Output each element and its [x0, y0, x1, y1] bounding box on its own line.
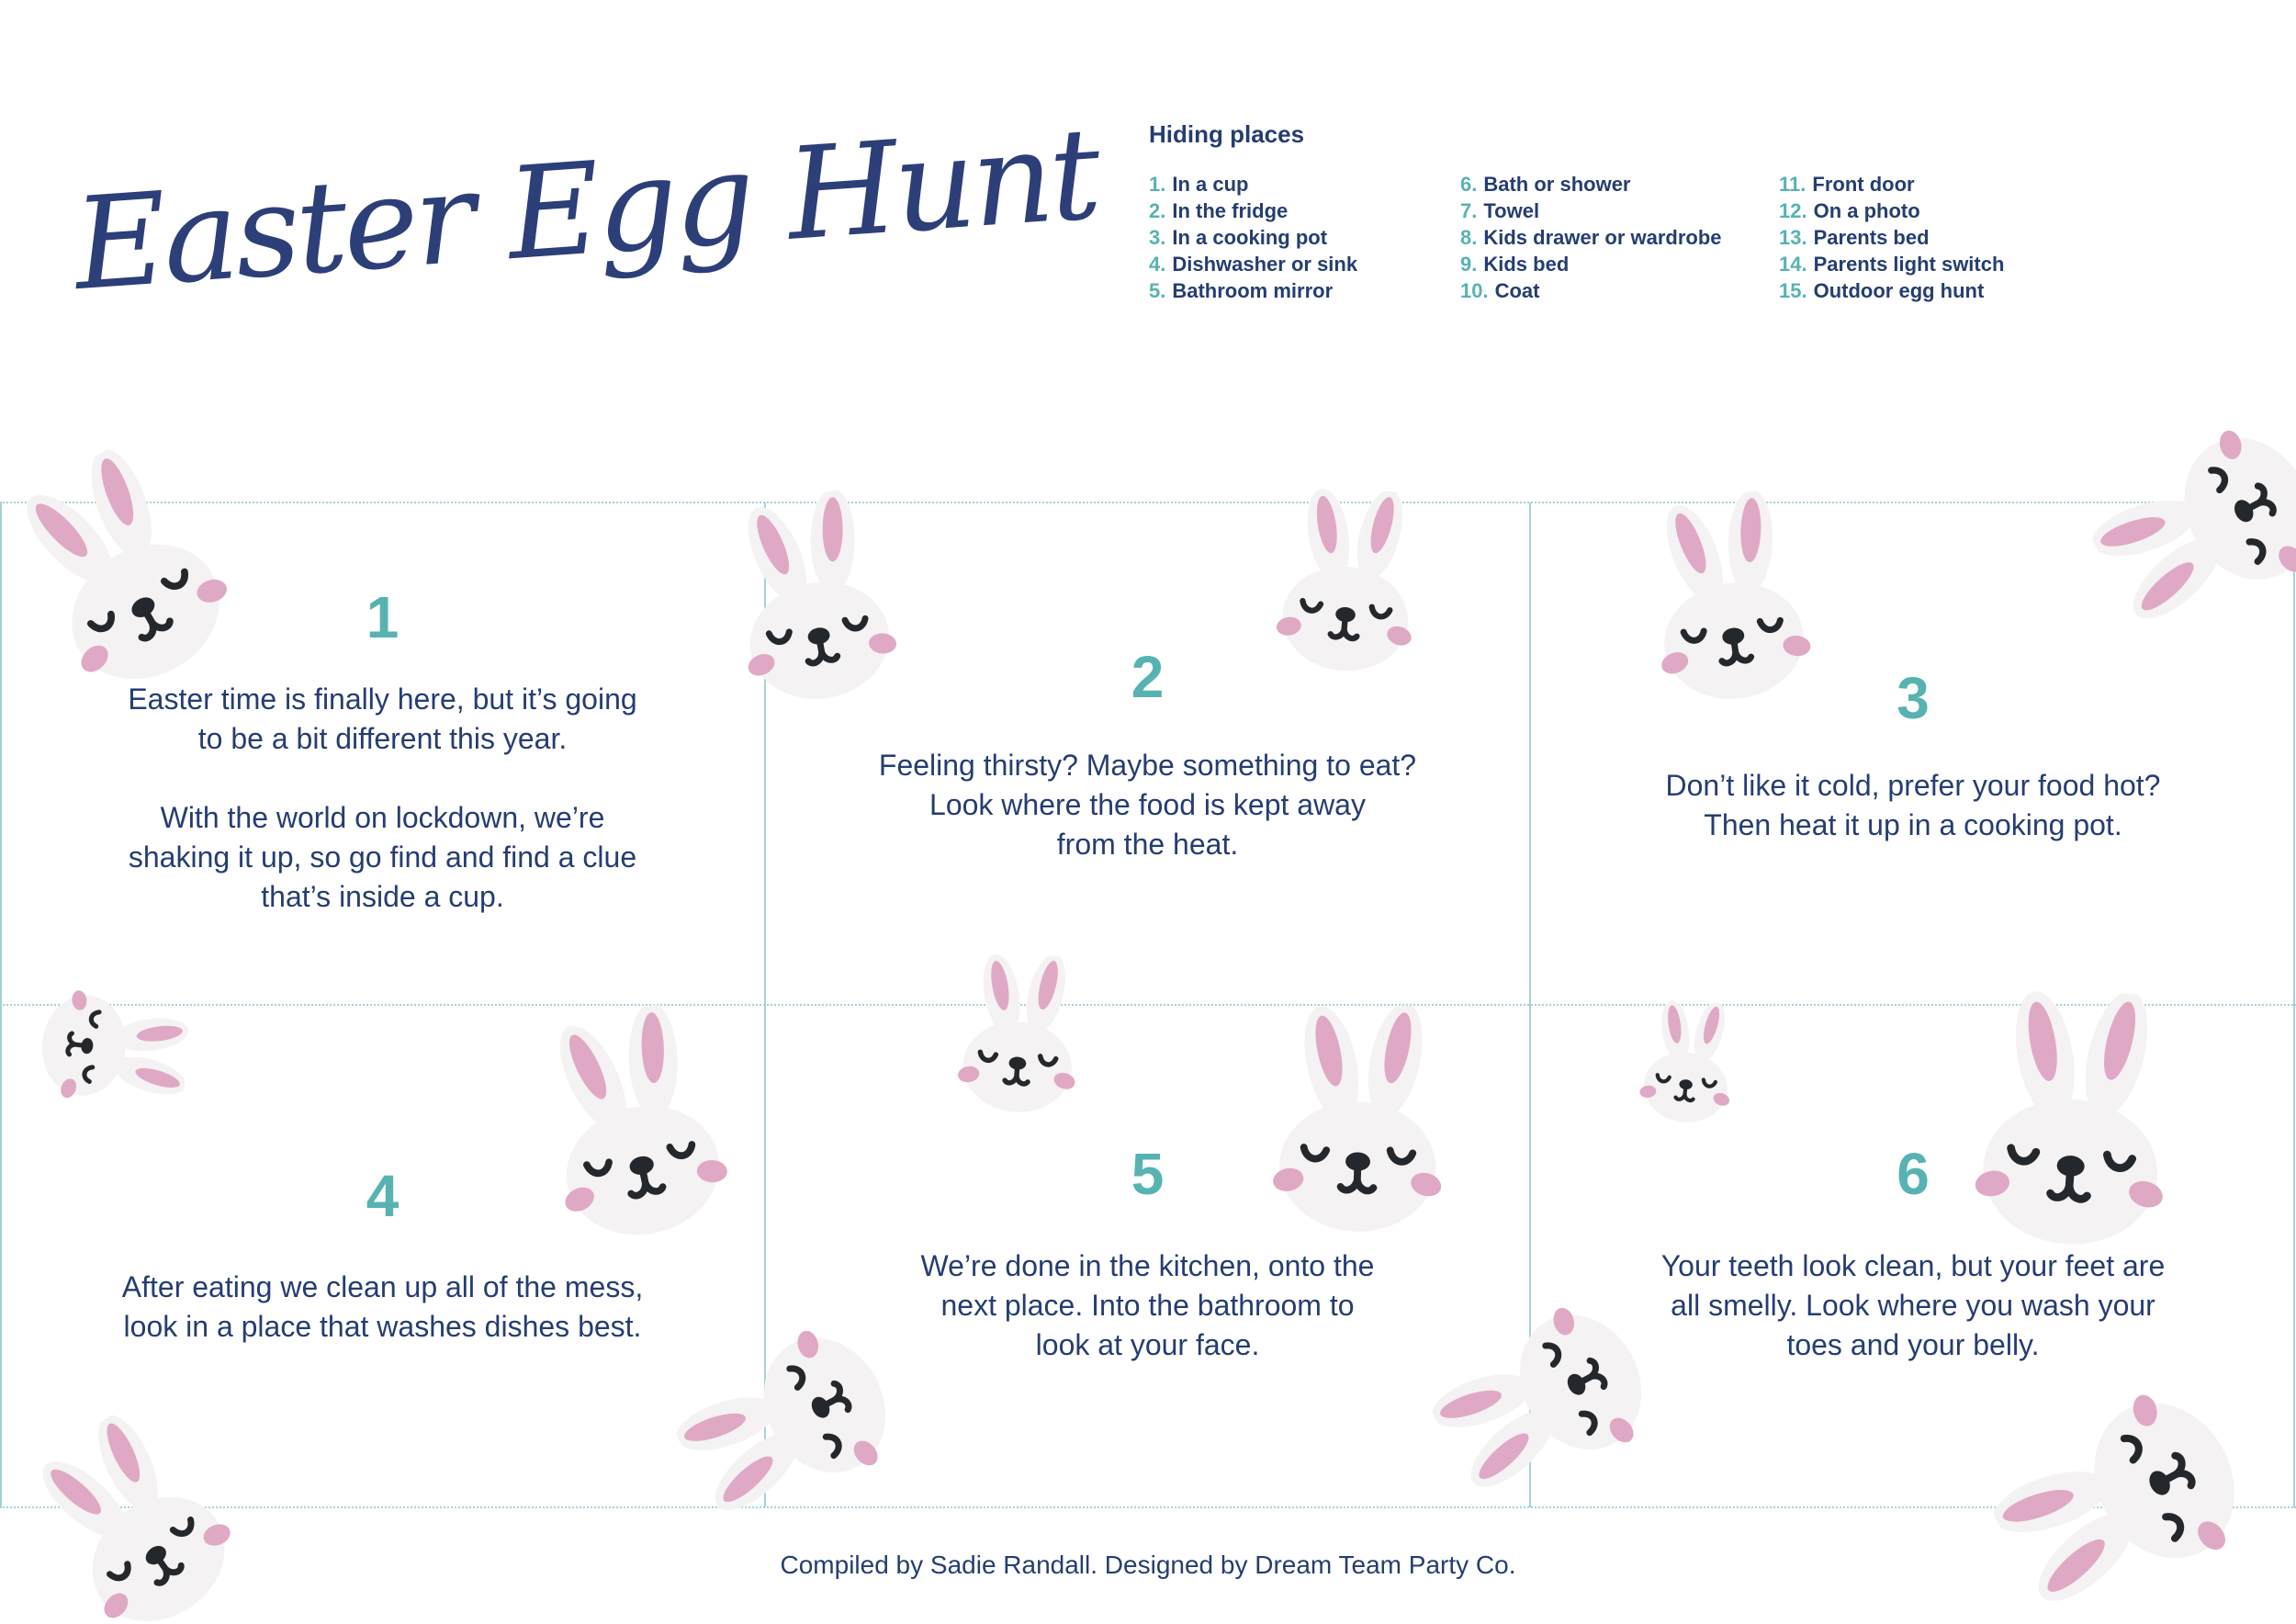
clue-text: After eating we clean up all of the mess, look in a place that washes dishes best. — [121, 1270, 644, 1343]
item-label: Kids drawer or wardrobe — [1483, 226, 1722, 249]
page-title: Easter Egg Hunt — [69, 99, 1102, 320]
item-number: 15. — [1779, 279, 1807, 302]
bunny-icon — [1950, 983, 2197, 1262]
clue-number: 2 — [1131, 644, 1165, 710]
item-label: In a cup — [1172, 173, 1249, 196]
hiding-place-item — [1779, 171, 2004, 197]
hiding-place-item — [1460, 171, 1779, 197]
hiding-place-item — [1149, 197, 1460, 224]
clue-text: Feeling thirsty? Maybe something to eat? Look where the food is kept away from the heat. — [878, 749, 1417, 861]
item-label: Outdoor egg hunt — [1813, 279, 1985, 302]
item-label: Towel — [1483, 199, 1540, 222]
item-number: 5. — [1149, 279, 1166, 302]
hiding-places-column-3 — [1779, 171, 2004, 304]
clue-number: 3 — [1896, 665, 1930, 731]
item-number: 2. — [1149, 199, 1166, 222]
item-label: Coat — [1494, 279, 1540, 302]
hiding-place-item — [1779, 277, 2004, 304]
hiding-place-item — [1149, 277, 1460, 304]
clue-number: 6 — [1896, 1141, 1930, 1207]
item-label: Kids bed — [1483, 253, 1570, 276]
credits-text: Compiled by Sadie Randall. Designed by Dream Team Party Co. — [780, 1551, 1516, 1579]
item-number: 8. — [1460, 226, 1478, 249]
item-label: Bathroom mirror — [1172, 279, 1334, 302]
hiding-places-columns — [1149, 171, 2004, 304]
item-label: Parents light switch — [1813, 253, 2005, 276]
hiding-place-item — [1460, 251, 1779, 277]
item-label: In the fridge — [1172, 199, 1289, 222]
item-number: 9. — [1460, 253, 1478, 276]
item-number: 13. — [1779, 226, 1807, 249]
hiding-place-item — [1779, 197, 2004, 224]
hiding-place-item — [1460, 224, 1779, 251]
bunny-icon — [28, 974, 196, 1123]
clue-text: Don’t like it cold, prefer your food hot? Then heat it up in a cooking pot. — [1665, 769, 2161, 841]
item-number: 12. — [1779, 199, 1807, 222]
item-number: 6. — [1460, 173, 1478, 196]
hiding-places-heading: Hiding places — [1149, 120, 1305, 148]
clue-text: We’re done in the kitchen, onto the next place. Into the bathroom to look at your face. — [920, 1249, 1375, 1361]
item-label: Front door — [1812, 173, 1915, 196]
item-number: 10. — [1460, 279, 1489, 302]
bunny-icon — [1253, 1000, 1467, 1244]
clue-text: Your teeth look clean, but your feet are all smelly. Look where you wash your toes and your belly. — [1660, 1249, 2166, 1361]
clue-number: 4 — [366, 1163, 400, 1229]
item-number: 3. — [1149, 226, 1166, 249]
item-label: On a photo — [1813, 199, 1920, 222]
hiding-place-item — [1149, 251, 1460, 277]
hiding-places-column-2 — [1460, 171, 1779, 304]
hiding-place-item — [1149, 171, 1460, 197]
item-label: Dishwasher or sink — [1172, 253, 1358, 276]
hiding-place-item — [1779, 224, 2004, 251]
clue-number: 1 — [366, 584, 400, 650]
clue-text: Easter time is finally here, but it’s going to be a bit different this year. With the world on lockdown, we’re shaking it up, so go find and find a clue that’s inside a cup. — [128, 682, 637, 913]
item-number: 1. — [1149, 173, 1166, 196]
item-label: Bath or shower — [1483, 173, 1631, 196]
item-number: 14. — [1779, 253, 1807, 276]
item-label: Parents bed — [1813, 226, 1930, 249]
hiding-places-panel — [1149, 122, 2004, 304]
item-label: In a cooking pot — [1172, 226, 1328, 249]
item-number: 11. — [1779, 173, 1806, 196]
bunny-icon — [1626, 995, 1750, 1133]
hiding-place-item — [1149, 224, 1460, 251]
hiding-place-item — [1460, 197, 1779, 224]
hiding-place-item — [1460, 277, 1779, 304]
clue-number: 5 — [1131, 1141, 1165, 1207]
item-number: 4. — [1149, 253, 1166, 276]
bunny-icon — [942, 949, 1097, 1123]
item-number: 7. — [1460, 199, 1478, 222]
hiding-places-column-1 — [1149, 171, 1460, 304]
hiding-place-item — [1779, 251, 2004, 277]
